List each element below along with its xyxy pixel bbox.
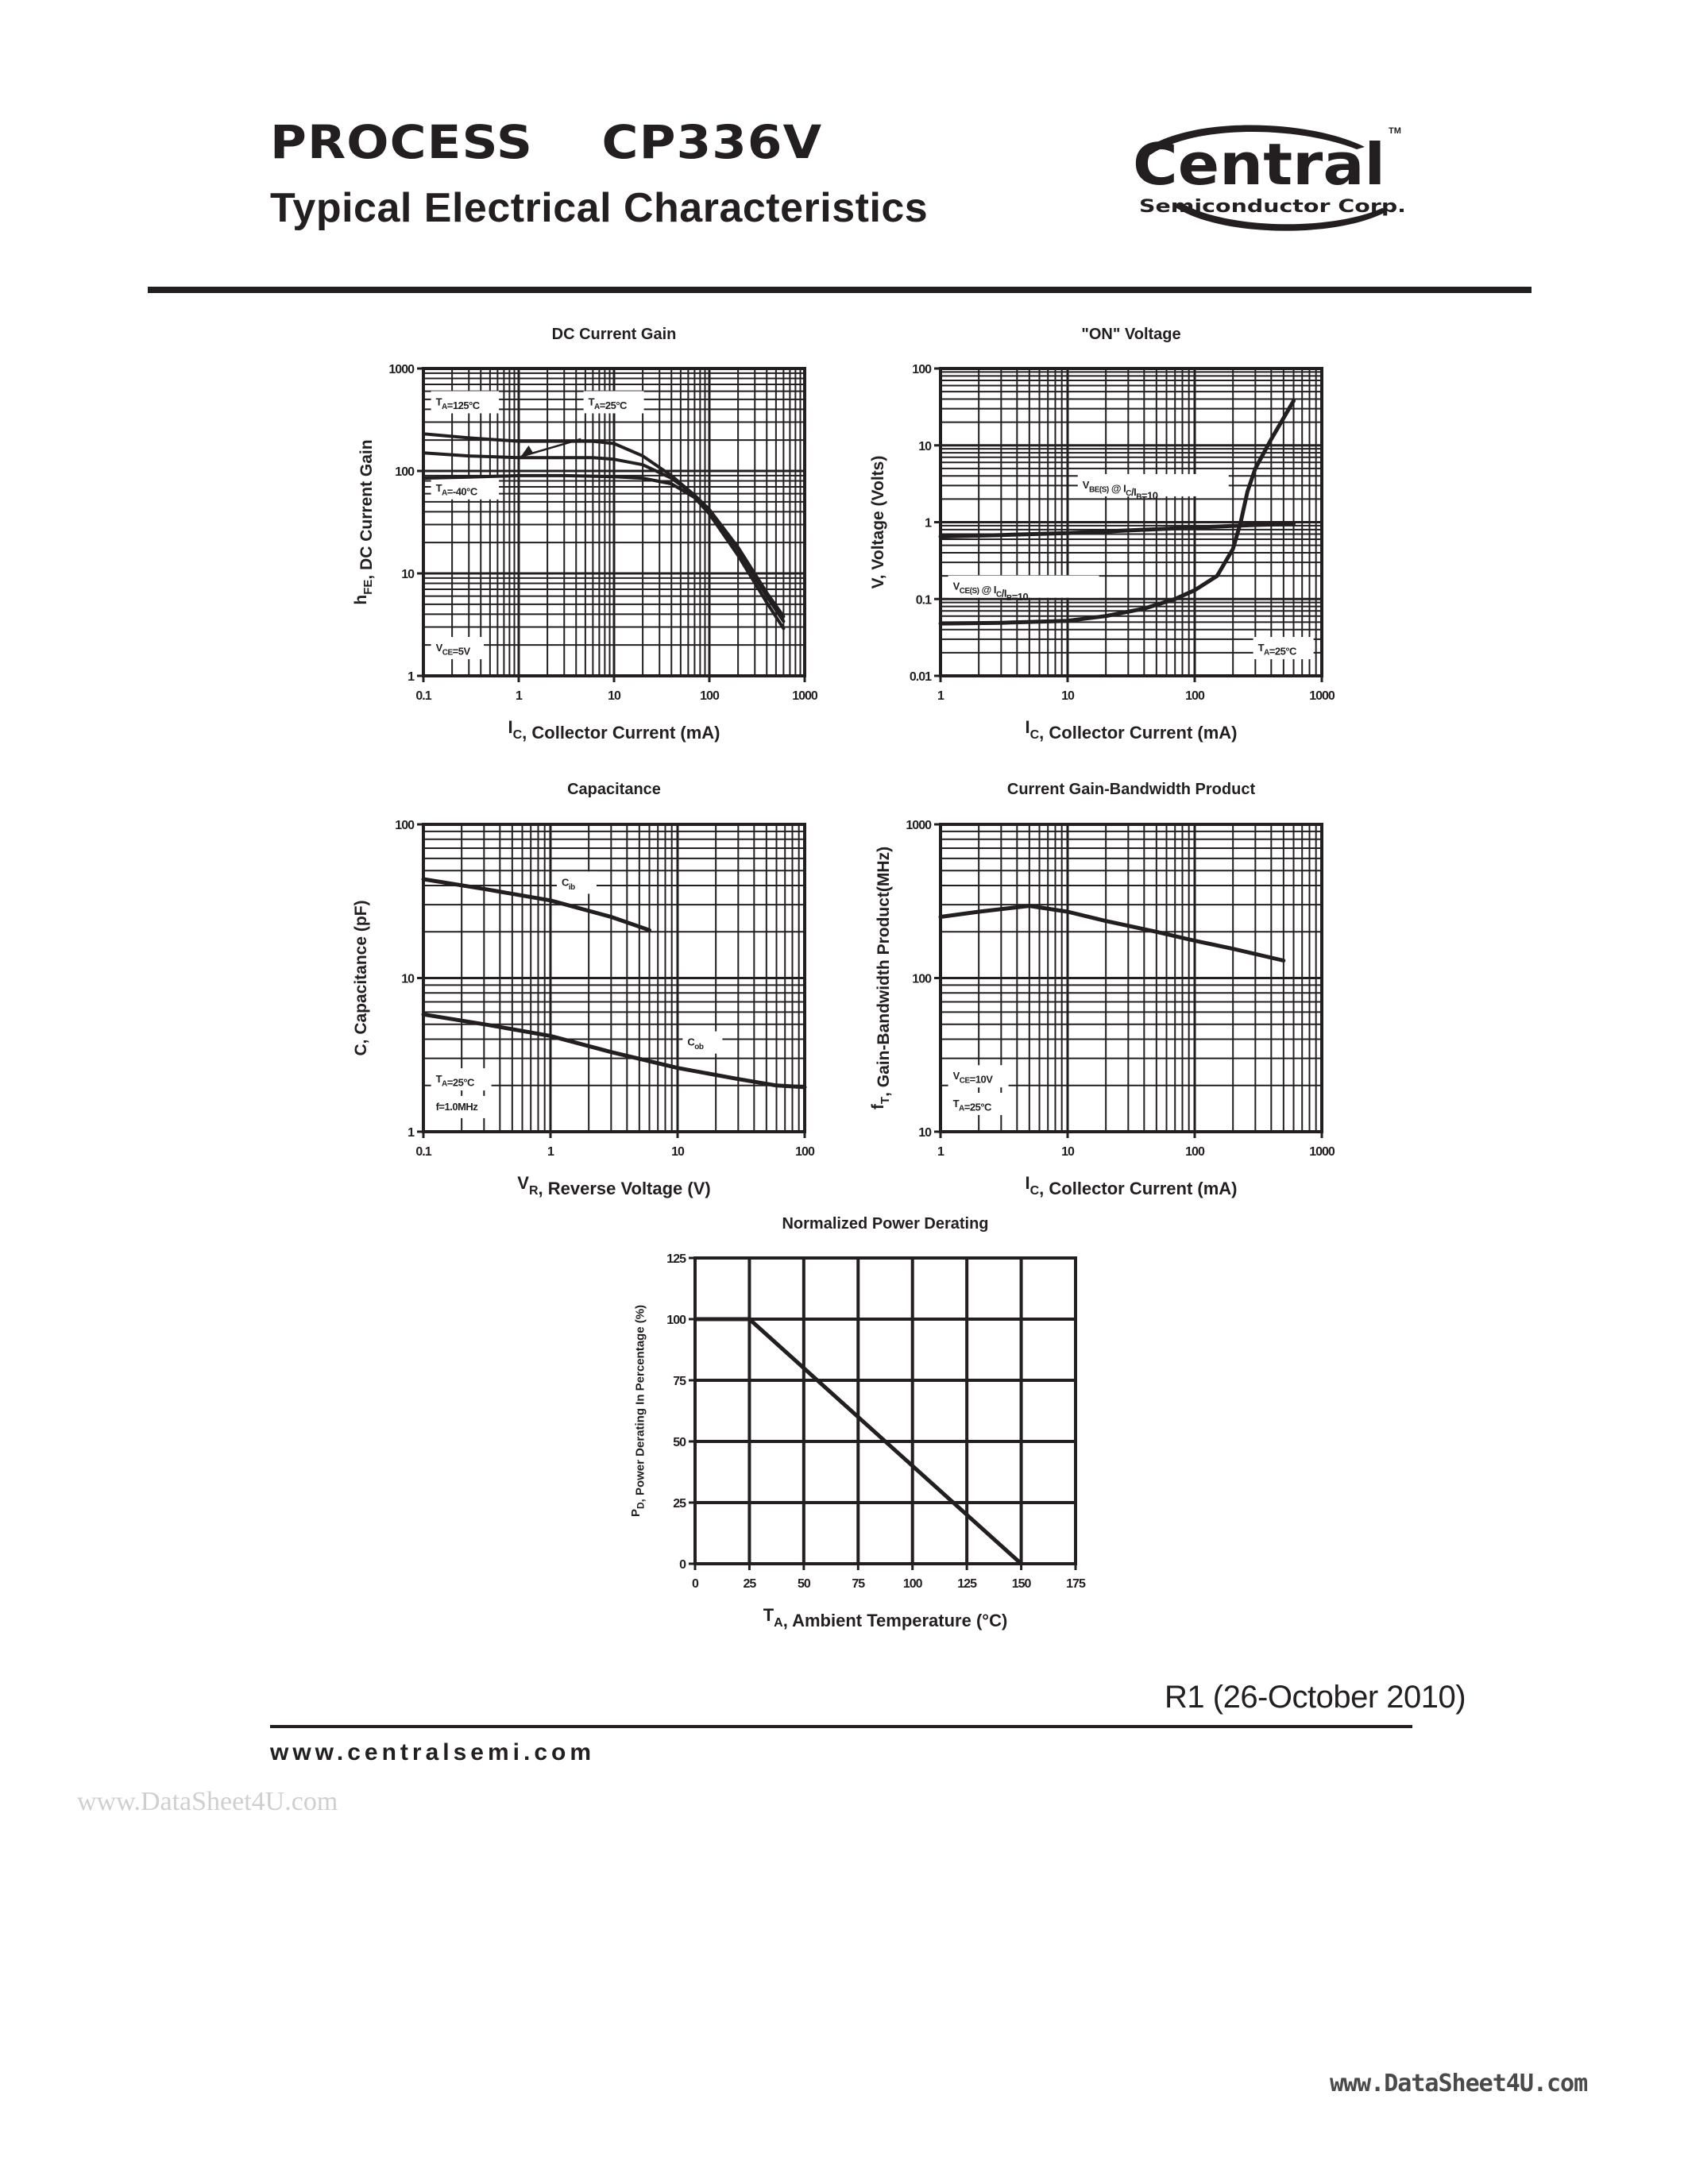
- logo-word: Central: [1133, 131, 1385, 198]
- x-tick-label: 0.1: [415, 1145, 431, 1159]
- chart-capacitance: [336, 777, 836, 1219]
- x-axis-label: $I_C$, Collector Current (mA): [508, 717, 720, 743]
- x-tick-label: 10: [1061, 689, 1074, 703]
- x-tick-label: 100: [1185, 689, 1204, 703]
- y-tick-label: 0.1: [915, 593, 931, 608]
- chart-annotation: $T_A=25^\circ C$: [588, 396, 627, 411]
- y-tick-label: 10: [918, 1126, 931, 1140]
- chart-power-derating: [608, 1210, 1107, 1651]
- chart-title: Normalized Power Derating: [782, 1215, 989, 1233]
- series-line: [941, 906, 1284, 961]
- x-axis-label: $V_R$, Reverse Voltage (V): [517, 1173, 711, 1199]
- x-tick-label: 100: [902, 1577, 922, 1591]
- x-axis-label: $I_C$, Collector Current (mA): [1025, 1173, 1238, 1199]
- y-tick-label: 10: [401, 568, 414, 581]
- revision-label: R1 (26-October 2010): [1165, 1680, 1466, 1715]
- chart-title: "ON" Voltage: [1081, 326, 1181, 343]
- chart-annotation: $V_{CE}=10V$: [952, 1070, 993, 1086]
- chart-dc-current-gain: [336, 321, 836, 763]
- central-logo: [1126, 119, 1412, 238]
- x-tick-label: 50: [797, 1577, 810, 1591]
- x-tick-label: 1000: [1309, 689, 1335, 703]
- y-axis-label: V, Voltage (Volts): [869, 455, 887, 589]
- y-tick-label: 1: [925, 516, 931, 531]
- y-tick-label: 100: [395, 819, 414, 832]
- y-tick-label: 0: [679, 1558, 686, 1572]
- y-tick-label: 1000: [388, 363, 414, 376]
- y-tick-label: 125: [666, 1252, 686, 1266]
- grid: [695, 1258, 1076, 1564]
- x-tick-label: 150: [1011, 1577, 1031, 1591]
- x-tick-label: 1000: [792, 689, 817, 703]
- y-tick-label: 25: [673, 1497, 686, 1511]
- watermark-left: www.DataSheet4U.com: [77, 1787, 338, 1816]
- chart-annotation: $C_{ib}$: [562, 876, 575, 892]
- x-tick-label: 100: [1185, 1145, 1204, 1159]
- y-tick-label: 75: [673, 1375, 686, 1388]
- y-axis-label: $f_T$, Gain-Bandwidth Product(MHz): [869, 846, 893, 1110]
- y-tick-label: 100: [912, 972, 931, 986]
- chart-annotation: $T_A=125^\circ C$: [435, 396, 480, 411]
- y-tick-label: 10: [401, 972, 414, 986]
- page-subtitle: Typical Electrical Characteristics: [270, 185, 929, 231]
- svg-text:TM: TM: [1389, 126, 1401, 136]
- x-tick-label: 1: [547, 1145, 554, 1159]
- x-tick-label: 1: [516, 689, 522, 703]
- process-label: PROCESS: [270, 115, 534, 169]
- footer-divider: [270, 1725, 1412, 1728]
- x-tick-label: 25: [743, 1577, 756, 1591]
- logo-swoosh-icon: [1126, 119, 1412, 238]
- y-tick-label: 0.01: [909, 670, 931, 684]
- y-tick-label: 1: [408, 670, 414, 684]
- x-tick-label: 10: [1061, 1145, 1074, 1159]
- chart-on-voltage: [853, 321, 1354, 763]
- x-tick-label: 100: [795, 1145, 814, 1159]
- x-tick-label: 10: [671, 1145, 684, 1159]
- x-tick-label: 0.1: [415, 689, 431, 703]
- x-axis-label: $T_A$, Ambient Temperature (°C): [763, 1605, 1008, 1631]
- x-tick-label: 0: [692, 1577, 698, 1591]
- y-axis-label: $h_{FE}$, DC Current Gain: [352, 439, 376, 605]
- x-tick-label: 175: [1066, 1577, 1085, 1591]
- watermark-right[interactable]: www.DataSheet4U.com: [1330, 2070, 1588, 2097]
- x-tick-label: 125: [957, 1577, 976, 1591]
- y-axis-label: $P_D$, Power Derating In Percentage (%): [629, 1304, 647, 1518]
- page-title: [270, 115, 823, 169]
- website-link[interactable]: www.centralsemi.com: [270, 1739, 596, 1765]
- x-tick-label: 100: [700, 689, 719, 703]
- y-tick-label: 50: [673, 1436, 686, 1449]
- x-axis-label: $I_C$, Collector Current (mA): [1025, 717, 1238, 743]
- y-tick-label: 1000: [906, 819, 931, 832]
- y-tick-label: 100: [912, 363, 931, 376]
- x-tick-label: 1: [937, 1145, 944, 1159]
- x-tick-label: 10: [608, 689, 620, 703]
- grid: [941, 369, 1322, 676]
- chart-annotation: f=1.0MHz: [435, 1100, 478, 1113]
- chart-gain-bandwidth: [853, 777, 1354, 1219]
- chart-annotation: $C_{ob}$: [687, 1036, 704, 1052]
- logo-tagline: Semiconductor Corp.: [1139, 197, 1406, 217]
- chart-annotation: $V_{BE(S)}$ @ $I_C/I_B=10$: [1082, 478, 1158, 502]
- chart-annotation: $V_{CE(S)}$ @ $I_C/I_B=10$: [952, 580, 1029, 604]
- y-axis-label: C, Capacitance (pF): [352, 900, 370, 1056]
- chart-title: DC Current Gain: [551, 326, 677, 343]
- chart-annotation: $T_A=-40^\circ C$: [435, 481, 477, 498]
- chart-title: Capacitance: [567, 781, 661, 798]
- chart-annotation: $T_A=25^\circ C$: [1257, 642, 1296, 658]
- x-tick-label: 1000: [1309, 1145, 1335, 1159]
- chart-annotation: $T_A=25^\circ C$: [952, 1098, 991, 1113]
- part-number: CP336V: [601, 115, 823, 169]
- x-tick-label: 1: [937, 689, 944, 703]
- y-tick-label: 1: [408, 1126, 414, 1140]
- chart-annotation: $T_A=25^\circ C$: [435, 1073, 474, 1089]
- x-tick-label: 75: [852, 1577, 865, 1591]
- grid: [423, 369, 805, 676]
- y-tick-label: 100: [395, 465, 414, 479]
- y-tick-label: 100: [666, 1314, 686, 1327]
- y-tick-label: 10: [918, 439, 931, 453]
- chart-annotation: $V_{CE}=5V$: [435, 642, 470, 658]
- chart-title: Current Gain-Bandwidth Product: [1006, 781, 1256, 798]
- header-divider: [148, 287, 1532, 293]
